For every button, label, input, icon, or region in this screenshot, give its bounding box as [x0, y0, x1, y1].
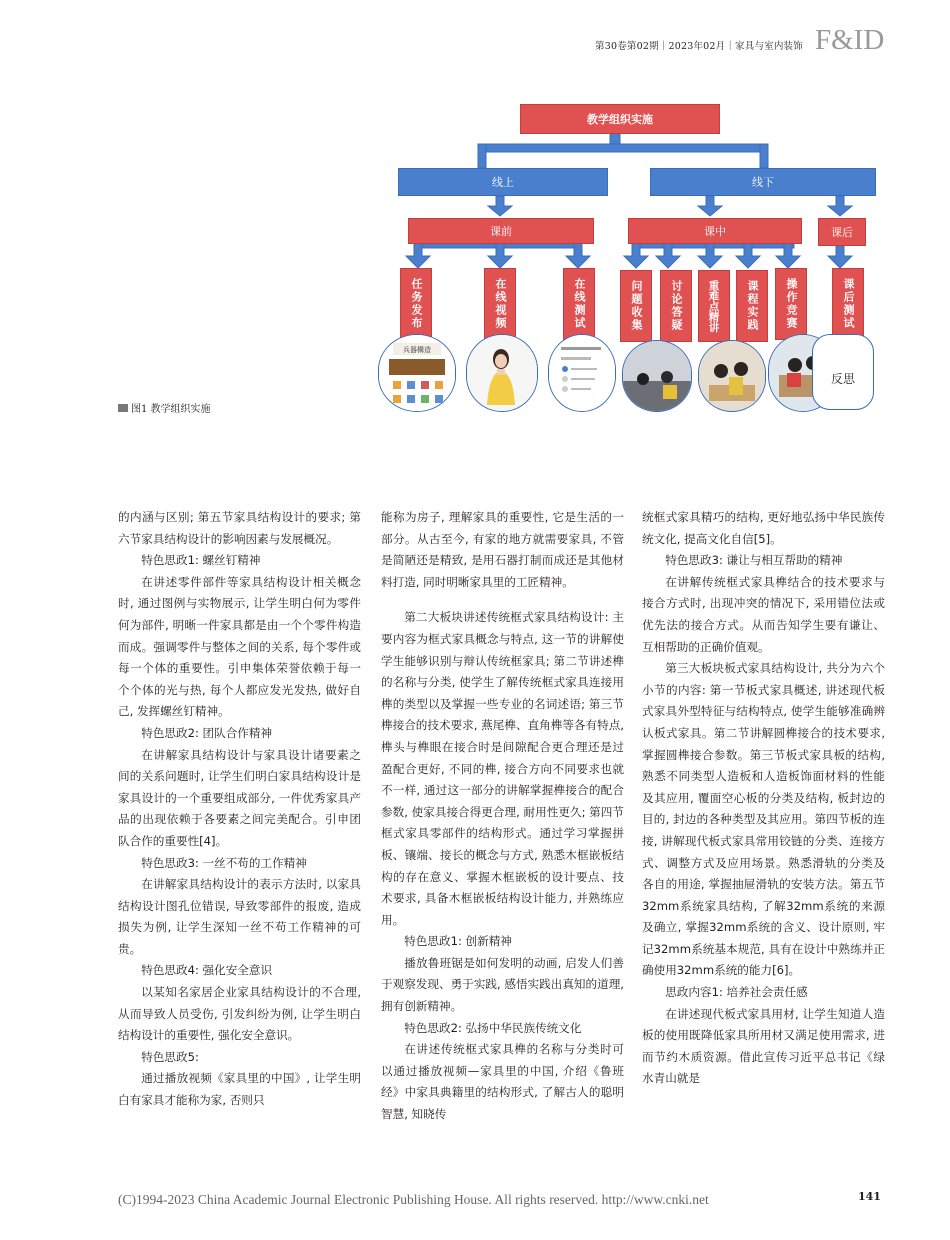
- reflection-box: 反思: [812, 334, 874, 410]
- online-test-screenshot-photo: [548, 334, 616, 412]
- paragraph: 特色思政2: 团队合作精神: [141, 725, 273, 740]
- paragraph: 第三大板块板式家具结构设计, 共分为六个小节的内容: 第一节板式家具概述, 讲述现代板式家具外型特征与结构特点, 使学生能够准确辨认板式家具。第二节讲解圆榫接合的技术要求, 掌握圆榫接合参数。第三节板式家具板的结构, 熟悉不同类型人造板和人造板饰面材料的性能及其应用, 覆面空心板的分类及结构, 板封边的目的, 封边的各种类型及其应用。第四节板的连接, 讲解现代板式家具常用铰链的分类、连接方式、调整方式及应用场景。熟悉滑轨的分类及各自的用途, 掌握抽屉滑轨的安装方法。第五节32mm系统家具结构, 了解32mm系统的来源及确立, 掌握32mm系统的含义、设计原则, 牢记32mm系统基本规范, 具有在设计中熟练并正确使用32mm系统的能力[6]。: [642, 661, 885, 978]
- paragraph: 特色思政1: 螺丝钉精神: [141, 553, 261, 568]
- diagram-item-questions: 问题收集: [620, 270, 652, 342]
- text-column-1: [118, 507, 361, 1112]
- text-column-3: [642, 507, 885, 1090]
- copyright-footer: (C)1994-2023 China Academic Journal Electronic Publishing House. All rights reserved. http://www.cnki.net: [118, 1192, 709, 1207]
- paragraph: 在讲解家具结构设计与家具设计诸要素之间的关系问题时, 让学生们明白家具结构设计是家具设计的一个重要组成部分, 一件优秀家具产品的出现依赖于各要素之间完美配合。引申团队合作的重要性[4]。: [118, 747, 361, 848]
- paragraph: 播放鲁班锯是如何发明的动画, 启发人们善于观察发现、勇于实践, 感悟实践出真知的道理, 拥有创新精神。: [381, 955, 624, 1014]
- text-column-2: [381, 507, 624, 1126]
- paragraph: 特色思政5:: [141, 1049, 199, 1064]
- paragraph: 特色思政3: 谦让与相互帮助的精神: [665, 553, 843, 568]
- diagram-in-class-box: 课中: [628, 218, 802, 244]
- app-screenshot-title: 兵器構造: [403, 346, 431, 354]
- paragraph: 在讲述零件部件等家具结构设计相关概念时, 通过图例与实物展示, 让学生明白何为零件何为部件, 明晰一件家具都是由一个个零件构造而成。强调零件与整体之间的关系, 每个零件或每一个体的重要性。引申集体荣誉依赖于每一个个体的光与热, 每个人都应发光发热, 做好自己, 发挥螺丝钉精神。: [118, 574, 361, 719]
- diagram-item-video: 在线视频: [484, 268, 516, 340]
- page-number: 141: [858, 1190, 881, 1203]
- paragraph: 通过播放视频《家具里的中国》, 让学生明白有家具才能称为家, 否则只: [118, 1071, 361, 1108]
- figure-caption: [118, 400, 211, 415]
- diagram-item-test: 在线测试: [563, 268, 595, 340]
- paragraph: 思政内容1: 培养社会责任感: [665, 985, 808, 1000]
- paragraph: 在讲解家具结构设计的表示方法时, 以家具结构设计图孔位错误, 导致零部件的报废, 造成损失为例, 让学生深知一丝不苟工作精神的可贵。: [118, 877, 361, 956]
- paragraph: 特色思政3: 一丝不苟的工作精神: [141, 855, 307, 870]
- paragraph: 能称为房子, 理解家具的重要性, 它是生活的一部分。从古至今, 有家的地方就需要家具, 不管是简陋还是精致, 是用石器打制而成还是其他材料打造, 同时明晰家具里的工匠精神。: [381, 510, 624, 589]
- paragraph: 第二大板块讲述传统框式家具结构设计: 主要内容为框式家具概念与特点, 这一节的讲解使学生能够识别与辩认传统框家具; 第二节讲述榫的名称与分类, 使学生了解传统框式家具连接用榫的类型以及掌握一些专业的名词述语; 第三节榫接合的技术要求, 燕尾榫、直角榫等各有特点, 榫头与榫眼在接合时是间隙配合更合理还是过盈配合更好, 不同的榫, 接合方向不同要求也就不一样, 通过这一部分的讲解掌握榫接合的配合参数, 使家具接合得更合理, 耐用性更久; 第四节框式家具零部件的结构形式。通过学习掌握拼板、镶端、接长的概念与方式, 熟悉木框嵌板结构的存在意义、掌握木框嵌板的设计要点、技术要求, 具备木框嵌板结构设计能力, 并熟练应用。: [381, 610, 624, 927]
- app-screenshot-photo: [378, 334, 456, 412]
- diagram-item-discussion: 讨论答疑: [660, 270, 692, 342]
- diagram-top-box: 教学组织实施: [520, 104, 720, 134]
- paragraph: 在讲述现代板式家具用材, 让学生知道人造板的使用既降低家具所用材又满足使用需求, 进而节约木质资源。借此宣传习近平总书记《绿水青山就是: [642, 1006, 885, 1086]
- figure-caption-text: 图1 教学组织实施: [131, 404, 211, 415]
- classroom-photo-1: [622, 340, 692, 412]
- diagram-item-competition: 操作竞赛: [775, 268, 807, 340]
- diagram-item-practice: 课程实践: [736, 270, 768, 342]
- paragraph: 特色思政4: 强化安全意识: [141, 963, 273, 978]
- journal-logo: F&ID: [815, 24, 885, 56]
- diagram-item-key-points: 重难点精讲: [698, 270, 730, 342]
- diagram-item-post-test: 课后测试: [832, 268, 864, 340]
- caption-marker: [118, 404, 128, 412]
- running-header: 第30卷第02期｜2023年02月｜家具与室内装饰: [595, 41, 803, 52]
- diagram-item-task: 任务发布: [400, 268, 432, 340]
- classroom-photo-2: [698, 340, 766, 412]
- diagram-offline-box: 线下: [650, 168, 876, 196]
- paragraph: 特色思政1: 创新精神: [404, 934, 512, 949]
- paragraph: 在讲解传统框式家具榫结合的技术要求与接合方式时, 出现冲突的情况下, 采用错位法或优先法的接合方式。从而告知学生要有谦让、互相帮助的正确价值观。: [642, 574, 885, 654]
- diagram-pre-class-box: 课前: [408, 218, 594, 244]
- paragraph: 统框式家具精巧的结构, 更好地弘扬中华民族传统文化, 提高文化自信[5]。: [642, 510, 885, 546]
- diagram-post-class-box: 课后: [818, 218, 866, 246]
- paragraph: 的内涵与区别; 第五节家具结构设计的要求; 第六节家具结构设计的影响因素与发展概况。: [118, 510, 361, 546]
- paragraph: [381, 593, 624, 607]
- diagram-online-box: 线上: [398, 168, 608, 196]
- paragraph: 在讲述传统框式家具榫的名称与分类时可以通过播放视频—家具里的中国, 介绍《鲁班经》中家具典籍里的结构形式, 了解古人的聪明智慧, 知晓传: [381, 1042, 624, 1122]
- video-lecturer-photo: [466, 334, 538, 412]
- paragraph: 特色思政2: 弘扬中华民族传统文化: [404, 1020, 582, 1035]
- paragraph: 以某知名家居企业家具结构设计的不合理, 从而导致人员受伤, 引发纠纷为例, 让学生明白结构设计的重要性, 强化安全意识。: [118, 985, 361, 1043]
